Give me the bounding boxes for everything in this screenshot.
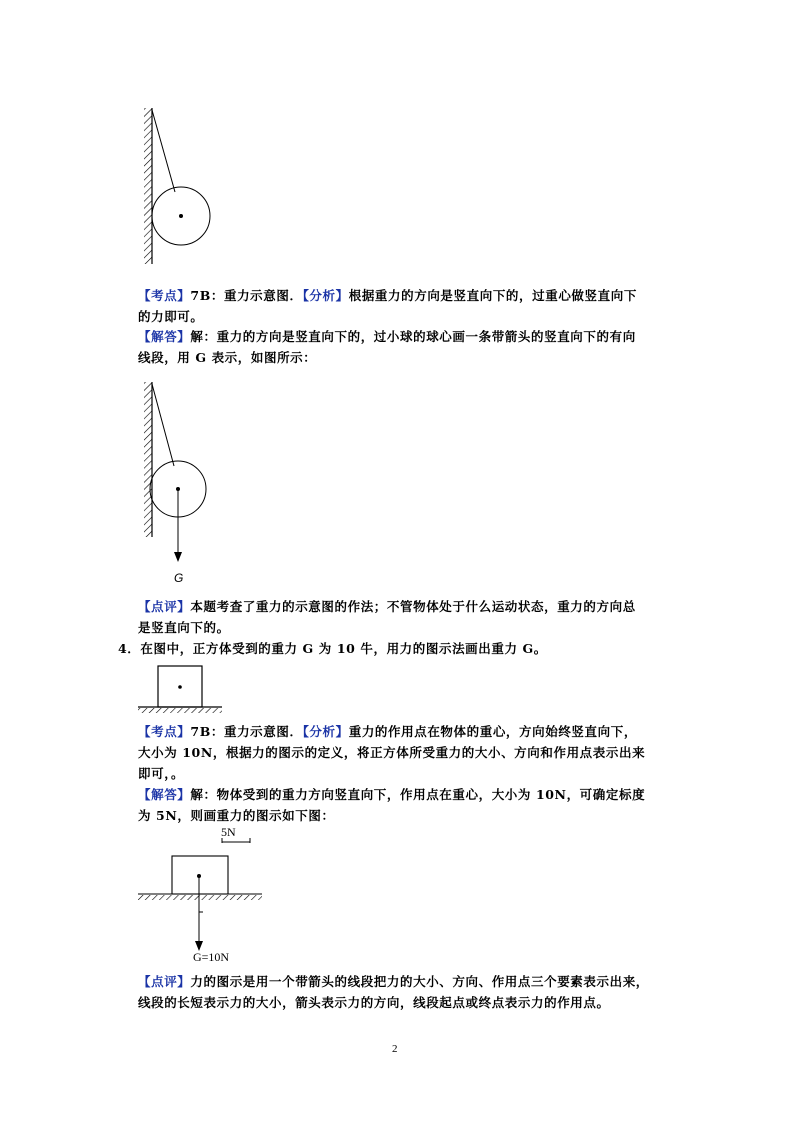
analysis-paragraph-line2: 的力即可。 bbox=[138, 309, 204, 324]
jieda-text: 解：重力的方向是竖直向下的，过小球的球心画一条带箭头的竖直向下的有向 bbox=[190, 329, 636, 344]
comment-paragraph-2-line2: 线段的长短表示力的大小，箭头表示力的方向，线段起点或终点表示力的作用点。 bbox=[138, 995, 610, 1010]
comment-paragraph-line2: 是竖直向下的。 bbox=[138, 620, 230, 635]
analysis-paragraph-2 bbox=[138, 724, 637, 740]
kaodian-tag-2: 【考点】 bbox=[138, 724, 191, 739]
page-number: 2 bbox=[392, 1043, 398, 1055]
solution-paragraph-line2: 线段，用 G 表示，如图所示： bbox=[138, 350, 317, 365]
analysis-paragraph-2-line2: 大小为 10N，根据力的图示的定义，将正方体所受重力的大小、方向和作用点表示出来 bbox=[138, 745, 646, 760]
analysis-paragraph-2-line3: 即可，。 bbox=[138, 766, 185, 781]
jieda-tag-2: 【解答】 bbox=[138, 787, 191, 802]
jieda-tag: 【解答】 bbox=[138, 329, 191, 344]
fenxi-tag: 【分析】 bbox=[302, 288, 349, 303]
solution-paragraph-2 bbox=[138, 787, 645, 803]
question-4 bbox=[118, 641, 547, 657]
ball-gravity-figure bbox=[138, 382, 228, 562]
dianping-text-2: 力的图示是用一个带箭头的线段把力的大小、方向、作用点三个要素表示出来， bbox=[190, 974, 649, 989]
dianping-text: 本题考查了重力的示意图的作法；不管物体处于什么运动状态，重力的方向总 bbox=[190, 599, 636, 614]
force-label: G=10N bbox=[193, 950, 230, 964]
ball-on-wall-figure bbox=[138, 108, 228, 268]
kaodian-text: 7B：重力示意图． bbox=[190, 288, 303, 303]
jieda-text-2: 解：物体受到的重力方向竖直向下，作用点在重心，大小为 10N，可确定标度 bbox=[190, 787, 646, 802]
gravity-label: G bbox=[174, 571, 184, 585]
comment-paragraph bbox=[138, 599, 636, 615]
comment-paragraph-2 bbox=[138, 974, 649, 990]
solution-paragraph bbox=[138, 329, 636, 345]
solution-paragraph-2-line2: 为 5N，则画重力的图示如下图： bbox=[138, 808, 335, 823]
fenxi-tag-2: 【分析】 bbox=[302, 724, 349, 739]
kaodian-tag: 【考点】 bbox=[138, 288, 191, 303]
question-number: 4． bbox=[118, 641, 141, 656]
kaodian-text-2: 7B：重力示意图． bbox=[190, 724, 303, 739]
fenxi-text-2: 重力的作用点在物体的重心，方向始终竖直向下， bbox=[348, 724, 637, 739]
cube-on-ground-figure bbox=[138, 660, 228, 716]
analysis-paragraph bbox=[138, 288, 637, 304]
dianping-tag-2: 【点评】 bbox=[138, 974, 191, 989]
fenxi-text: 根据重力的方向是竖直向下的，过重心做竖直向下 bbox=[348, 288, 637, 303]
dianping-tag: 【点评】 bbox=[138, 599, 191, 614]
question-text: 在图中，正方体受到的重力 G 为 10 牛，用力的图示法画出重力 G。 bbox=[140, 641, 547, 656]
scale-label: 5N bbox=[221, 825, 236, 839]
force-diagram-figure bbox=[138, 836, 268, 952]
